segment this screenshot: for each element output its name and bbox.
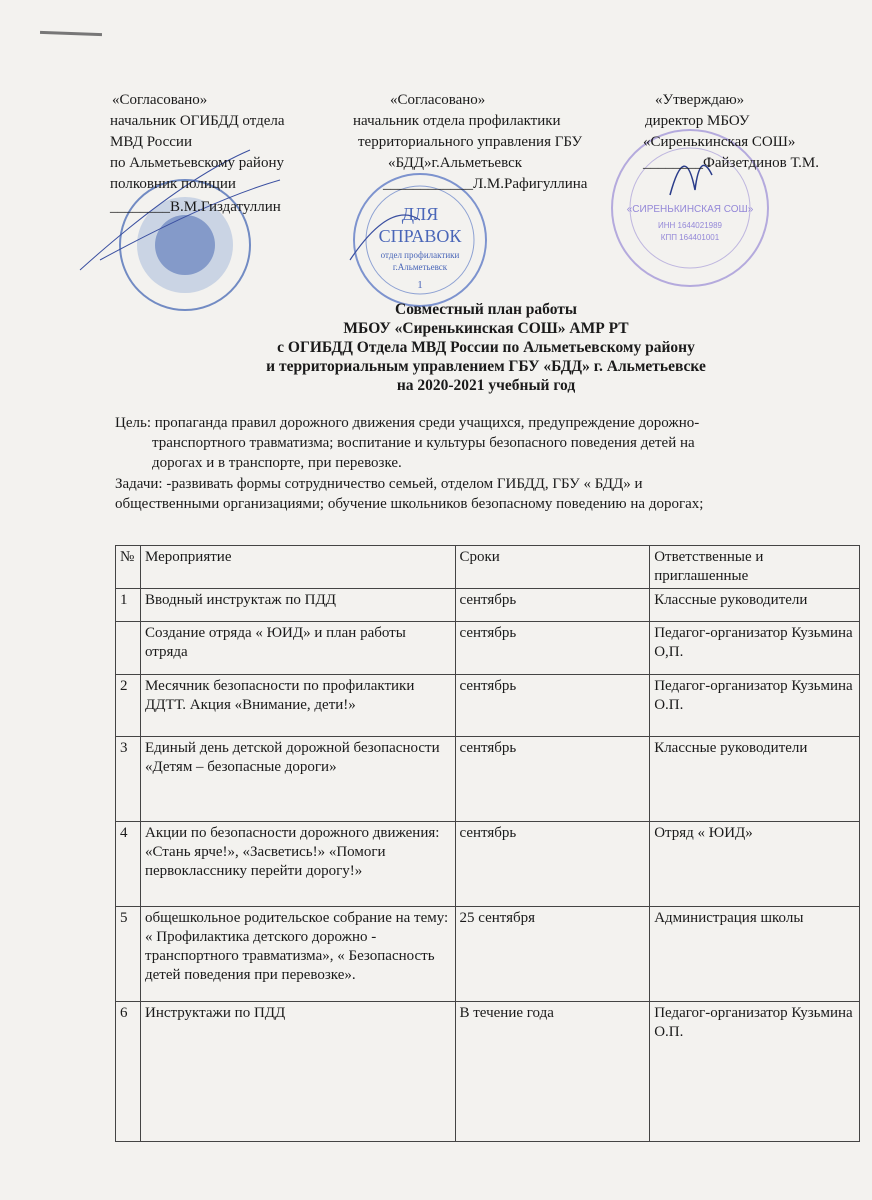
table-row xyxy=(116,1002,860,1142)
row-responsible: Отряд « ЮИД» xyxy=(650,822,860,907)
row-num: 3 xyxy=(116,737,141,822)
approval-line: «Согласовано» xyxy=(390,92,486,108)
row-date: сентябрь xyxy=(455,622,650,675)
approval-line: «Сиренькинская СОШ» xyxy=(643,134,796,150)
row-responsible: Классные руководители xyxy=(650,589,860,622)
tasks-paragraph xyxy=(115,474,855,514)
table-header-row xyxy=(116,546,860,589)
row-date: сентябрь xyxy=(455,737,650,822)
row-responsible: Педагог-организатор Кузьмина О,П. xyxy=(650,622,860,675)
row-event: общешкольное родительское собрание на тему: « Профилактика детского дорожно - транспортного травматизма», « Безопасность детей поведения при перевозке». xyxy=(140,907,455,1002)
header-date: Сроки xyxy=(455,546,650,589)
row-date: сентябрь xyxy=(455,589,650,622)
table-row xyxy=(116,822,860,907)
table-row xyxy=(116,622,860,675)
row-responsible: Классные руководители xyxy=(650,737,860,822)
scan-artifact xyxy=(40,31,102,36)
stamp-text: ДЛЯ xyxy=(401,204,439,224)
approval-line: «Согласовано» xyxy=(112,92,208,108)
row-date: 25 сентября xyxy=(455,907,650,1002)
approval-line: ____________Л.М.Рафигуллина xyxy=(383,176,588,192)
row-event: Создание отряда « ЮИД» и план работы отряда xyxy=(140,622,455,675)
approval-line: директор МБОУ xyxy=(645,113,750,129)
row-event: Месячник безопасности по профилактики ДДТТ. Акция «Внимание, дети!» xyxy=(140,675,455,737)
title-line: Совместный план работы xyxy=(395,301,577,318)
table-row xyxy=(116,675,860,737)
tasks-label: Задачи: xyxy=(115,476,163,492)
row-event: Вводный инструктаж по ПДД xyxy=(140,589,455,622)
plan-table xyxy=(115,545,860,1142)
goal-paragraph xyxy=(115,413,855,473)
header-num: № xyxy=(116,546,141,589)
header-event: Мероприятие xyxy=(140,546,455,589)
approval-line: полковник полиции xyxy=(110,176,236,192)
table-row xyxy=(116,907,860,1002)
row-event: Инструктажи по ПДД xyxy=(140,1002,455,1142)
row-num: 4 xyxy=(116,822,141,907)
approval-line: начальник отдела профилактики xyxy=(353,113,561,129)
table-row xyxy=(116,589,860,622)
goal-text: пропаганда правил дорожного движения среди учащихся, предупреждение дорожно- xyxy=(150,415,700,431)
approval-line: «БДД»г.Альметьевск xyxy=(388,155,523,171)
stamp-text: г.Альметьевск xyxy=(392,262,448,272)
stamp-text: ИНН 1644021989 xyxy=(657,221,723,230)
approval-line: начальник ОГИБДД отдела xyxy=(110,113,285,129)
row-num xyxy=(116,622,141,675)
tasks-text: общественными организациями; обучение школьников безопасному поведению на дорогах; xyxy=(115,496,704,512)
approval-line: ________В.М.Гиздатуллин xyxy=(110,199,281,215)
goal-text: дорогах и в транспорте, при перевозке. xyxy=(152,455,402,471)
row-event: Акции по безопасности дорожного движения: «Стань ярче!», «Засветись!» «Помоги первокласснику перейти дорогу!» xyxy=(140,822,455,907)
table-row xyxy=(116,737,860,822)
header-responsible: Ответственные и приглашенные xyxy=(650,546,860,589)
tasks-text: -развивать формы сотрудничество семьей, отделом ГИБДД, ГБУ « БДД» и xyxy=(162,476,643,492)
row-num: 6 xyxy=(116,1002,141,1142)
row-date: В течение года xyxy=(455,1002,650,1142)
title-line: МБОУ «Сиренькинская СОШ» АМР РТ xyxy=(343,320,629,337)
stamp-text: «СИРЕНЬКИНСКАЯ СОШ» xyxy=(626,204,754,215)
approval-line: территориального управления ГБУ xyxy=(358,134,583,150)
stamp-text: СПРАВОК xyxy=(378,226,462,246)
row-num: 1 xyxy=(116,589,141,622)
approval-line: «Утверждаю» xyxy=(655,92,745,108)
stamp-text: 1 xyxy=(417,279,423,291)
goal-label: Цель: xyxy=(115,415,151,431)
row-event: Единый день детской дорожной безопасности «Детям – безопасные дороги» xyxy=(140,737,455,822)
row-num: 2 xyxy=(116,675,141,737)
title-line: на 2020-2021 учебный год xyxy=(396,377,576,394)
title-line: с ОГИБДД Отдела МВД России по Альметьевскому району xyxy=(277,339,695,356)
row-date: сентябрь xyxy=(455,675,650,737)
stamp-text: КПП 164401001 xyxy=(660,233,720,242)
stamp-text: отдел профилактики xyxy=(380,250,460,260)
row-responsible: Педагог-организатор Кузьмина О.П. xyxy=(650,1002,860,1142)
title-line: и территориальным управлением ГБУ «БДД» г. Альметьевске xyxy=(266,358,706,375)
approval-line: ________Файзетдинов Т.М. xyxy=(643,155,819,171)
approval-line: МВД России xyxy=(110,134,192,150)
row-responsible: Администрация школы xyxy=(650,907,860,1002)
goal-text: транспортного травматизма; воспитание и культуры безопасного поведения детей на xyxy=(152,435,695,451)
row-responsible: Педагог-организатор Кузьмина О.П. xyxy=(650,675,860,737)
approval-line: по Альметьевскому району xyxy=(110,155,284,171)
row-date: сентябрь xyxy=(455,822,650,907)
row-num: 5 xyxy=(116,907,141,1002)
